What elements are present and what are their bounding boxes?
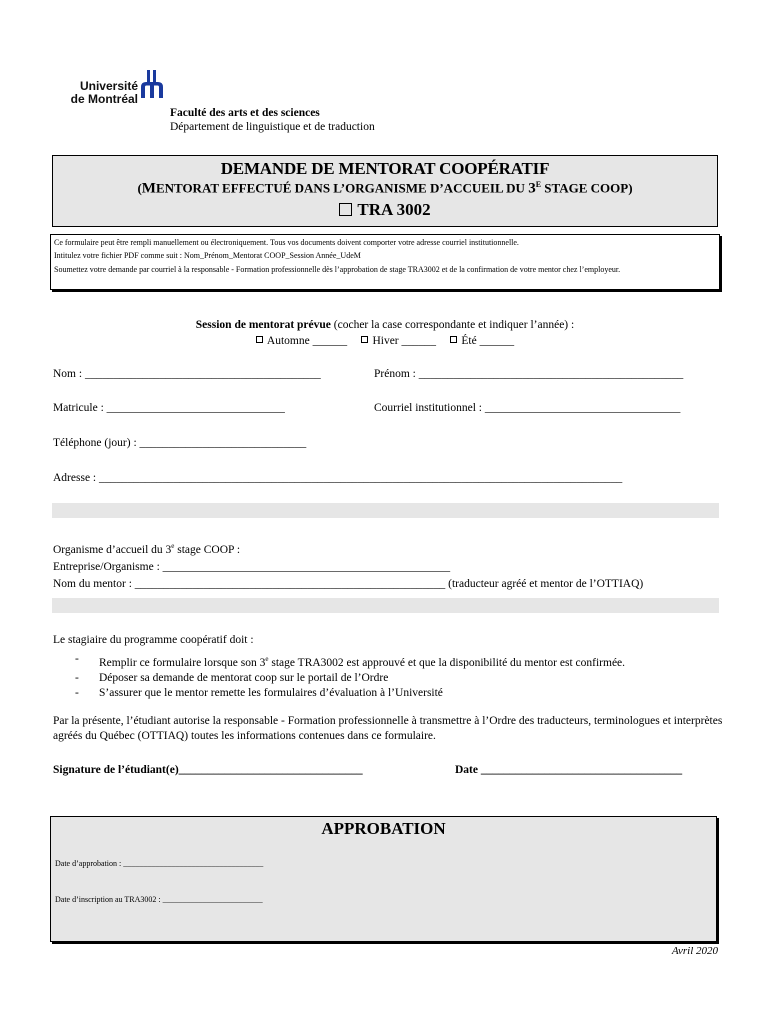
item1-sup: e — [265, 655, 269, 663]
item1-text-b: stage TRA3002 est approuvé et que la disponibilité du mentor est confirmée. — [268, 656, 626, 669]
logo-text — [62, 80, 138, 106]
mentor-field[interactable]: Nom du mentor : ______________________________________________________ (traducteur agréé et mentor de l’OTTIAQ) — [53, 577, 644, 590]
instruction-line: Intitulez votre fichier PDF comme suit : Nom_Prénom_Mentorat COOP_Session Année_UdeM — [54, 251, 361, 261]
organisme-title-b: stage COOP : — [174, 543, 241, 556]
obligations-intro: Le stagiaire du programme coopératif doit : — [53, 634, 254, 646]
session-hint: (cocher la case correspondante et indiquer l’année) : — [330, 319, 575, 331]
university-line2: de Montréal — [70, 92, 138, 106]
section-divider — [52, 503, 719, 518]
authorization-text: Par la présente, l’étudiant autorise la responsable - Formation professionnelle à transmettre à l’Ordre des traducteurs, terminologues et interprètes agréés du Québec (OTTIAQ) toutes les informations contenues dans ce formulaire. — [53, 715, 723, 742]
course-code: TRA 3002 — [357, 200, 431, 220]
adresse-field[interactable]: Adresse : ___________________________________________________________________________________________ — [53, 472, 623, 484]
form-title-box — [52, 155, 718, 227]
telephone-field[interactable]: Téléphone (jour) : _____________________________ — [53, 437, 307, 449]
instruction-line: Ce formulaire peut être rempli manuellement ou électroniquement. Tous vos documents doivent comporter votre adresse courriel institutionnelle. — [54, 238, 519, 247]
faculty-block — [170, 106, 375, 134]
organisme-title — [53, 538, 643, 559]
date-approbation-field[interactable]: Date d’approbation : ___________________________________ — [55, 859, 264, 868]
udem-logo — [62, 68, 162, 112]
courriel-field[interactable]: Courriel institutionnel : __________________________________ — [374, 402, 681, 414]
hiver-option[interactable]: Hiver ______ — [372, 335, 437, 347]
instructions-box — [50, 234, 720, 290]
udem-logo-icon — [141, 70, 163, 98]
subtitle-text-b: STAGE COOP — [541, 180, 629, 196]
approbation-box — [50, 816, 717, 942]
ete-option[interactable]: Été ______ — [461, 335, 515, 347]
session-options — [0, 333, 770, 349]
form-subtitle: (MENTORAT EFFECTUÉ DANS L’ORGANISME D’ACCUEIL DU $3^E$ STAGE COOP) — [137, 180, 633, 197]
organisme-title-sup: e — [171, 542, 175, 550]
revision-date: Avril 2020 — [671, 945, 718, 957]
course-checkbox[interactable] — [339, 203, 352, 216]
subtitle-superscript: E — [535, 180, 542, 189]
prenom-field[interactable]: Prénom : ______________________________________________ — [374, 368, 684, 380]
instruction-line: Soumettez votre demande par courriel à la responsable - Formation professionnelle dès l’approbation de stage TRA3002 et de la confirmation de votre mentor chez l’employeur. — [54, 264, 621, 274]
signature-field[interactable]: Signature de l’étudiant(e)________________________________ — [53, 764, 363, 776]
date-inscription-field[interactable]: Date d’inscription au TRA3002 : _________________________ — [55, 895, 263, 904]
signature-date-field[interactable]: Date ___________________________________ — [455, 764, 683, 776]
subtitle-initial: M — [141, 180, 156, 197]
session-prompt — [0, 317, 770, 333]
obligations-section — [53, 633, 625, 701]
organisme-title-a: Organisme d’accueil du 3 — [53, 543, 172, 556]
department-name: Département de linguistique et de traduction — [170, 121, 375, 133]
hiver-checkbox[interactable] — [361, 336, 368, 343]
list-item — [75, 652, 625, 671]
form-title: DEMANDE DE MENTORAT COOPÉRATIF — [220, 159, 550, 178]
university-line1: Université — [79, 79, 138, 93]
obligations-list — [75, 652, 625, 701]
session-section — [0, 317, 770, 349]
entreprise-field[interactable]: Entreprise/Organisme : __________________________________________________ — [53, 560, 451, 573]
list-item: - Déposer sa demande de mentorat coop sur le portail de l’Ordre — [75, 671, 625, 686]
automne-checkbox[interactable] — [256, 336, 263, 343]
subtitle-number: 3 — [528, 180, 536, 197]
session-label: Session de mentorat prévue — [195, 319, 331, 331]
approbation-title: APPROBATION — [321, 819, 446, 838]
nom-field[interactable]: Nom : _________________________________________ — [53, 368, 321, 380]
course-code-row — [53, 200, 717, 220]
automne-option[interactable]: Automne ______ — [266, 335, 348, 347]
ete-checkbox[interactable] — [450, 336, 457, 343]
section-divider — [52, 598, 719, 613]
item1-text-a: Remplir ce formulaire lorsque son 3 — [99, 656, 266, 669]
faculty-name: Faculté des arts et des sciences — [170, 107, 320, 119]
list-item: - S’assurer que le mentor remette les formulaires d’évaluation à l’Université — [75, 686, 625, 701]
matricule-field[interactable]: Matricule : _______________________________ — [53, 402, 285, 414]
organisme-section — [53, 538, 643, 593]
subtitle-text-a: ENTORAT EFFECTUÉ DANS L’ORGANISME D’ACCUEIL DU — [155, 180, 529, 196]
